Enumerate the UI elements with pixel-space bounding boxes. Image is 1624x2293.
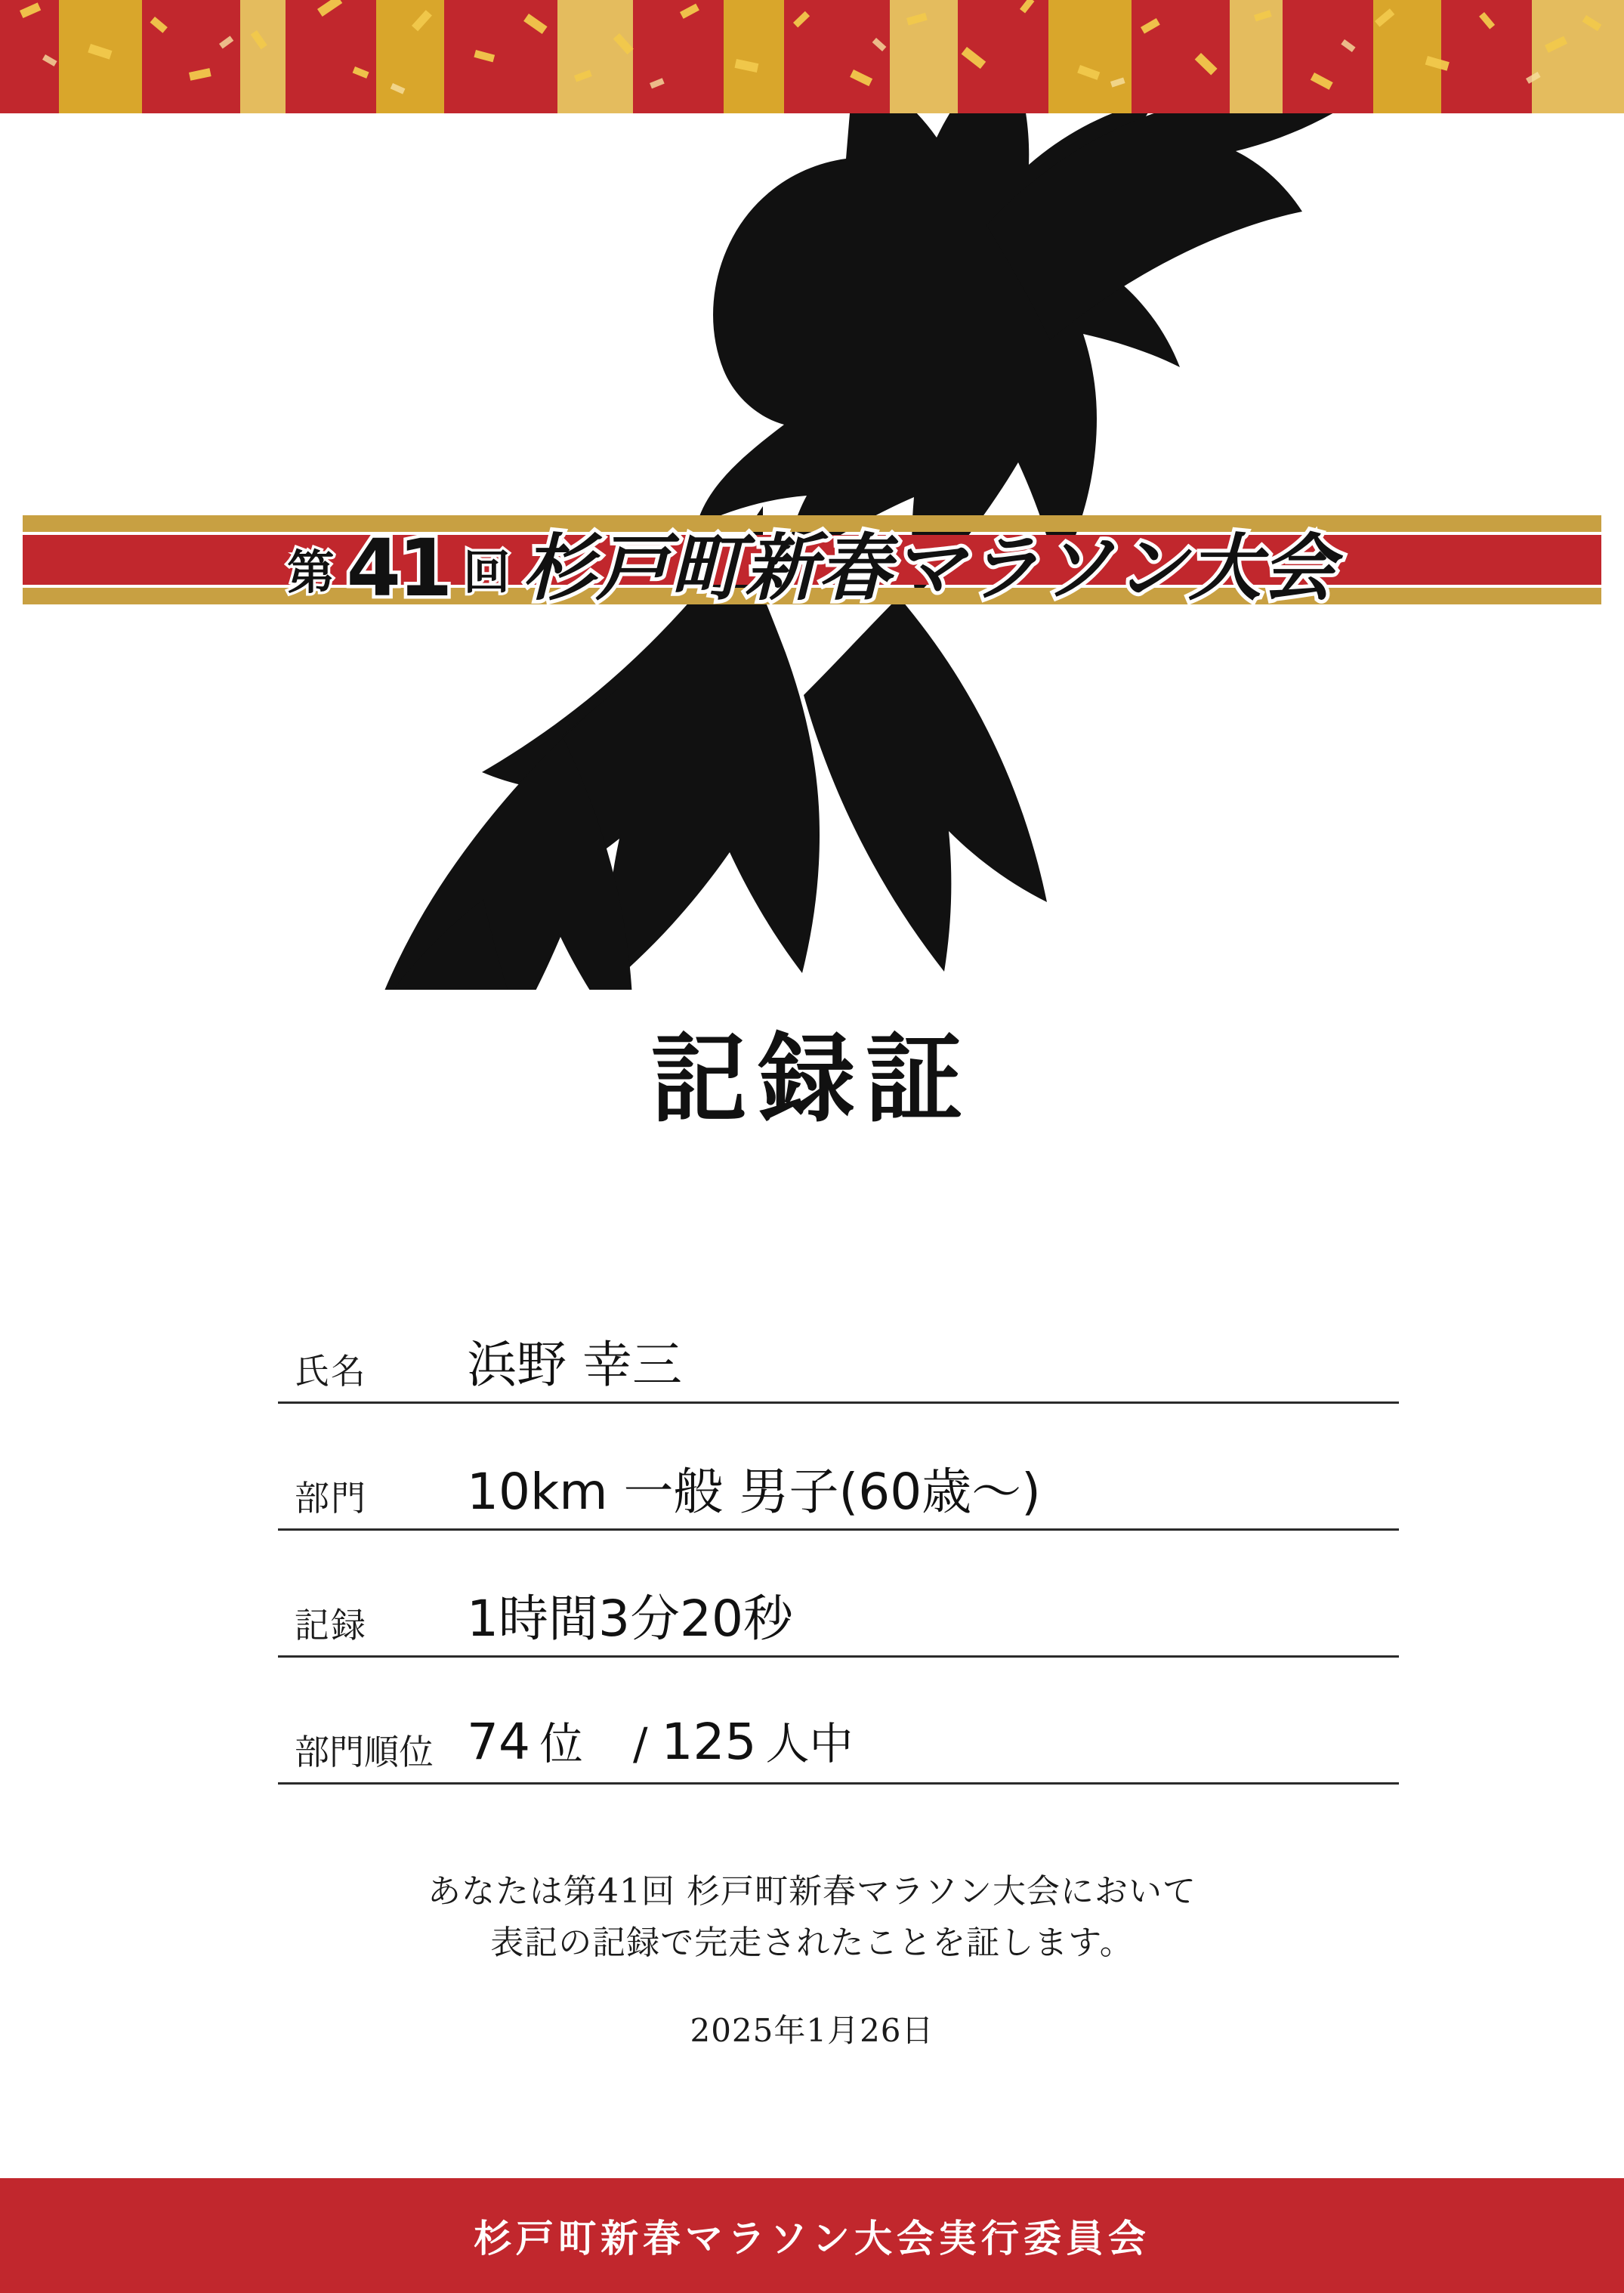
field-row-name bbox=[278, 1277, 1399, 1404]
field-row-category bbox=[278, 1404, 1399, 1531]
field-label-record: 記録 bbox=[295, 1605, 367, 1646]
top-decorative-banner bbox=[0, 0, 1624, 113]
title-edition-number: 41 bbox=[346, 522, 450, 614]
field-row-rank bbox=[278, 1658, 1399, 1785]
certificate-fields bbox=[278, 1277, 1399, 1785]
certificate-statement bbox=[0, 1866, 1624, 1969]
title-suffix: 回 bbox=[463, 544, 509, 600]
field-row-record bbox=[278, 1531, 1399, 1658]
footer-organizer-label: 杉戸町新春マラソン大会実行委員会 bbox=[474, 2216, 1150, 2261]
rank-total: 125 bbox=[661, 1713, 757, 1771]
statement-line-1: あなたは第41回 杉戸町新春マラソン大会において bbox=[428, 1872, 1196, 1911]
field-value-category: 10km 一般 男子(60歳〜) bbox=[467, 1462, 1041, 1521]
event-title-text bbox=[0, 508, 1624, 629]
field-value-name: 浜野 幸三 bbox=[467, 1335, 682, 1394]
statement-line-2: 表記の記録で完走されたことを証します。 bbox=[490, 1924, 1134, 1963]
rank-position-unit: 位 bbox=[539, 1718, 583, 1769]
field-label-name: 氏名 bbox=[295, 1351, 367, 1392]
field-value-record: 1時間3分20秒 bbox=[467, 1589, 793, 1648]
rank-separator: / bbox=[633, 1718, 648, 1769]
title-prefix: 第 bbox=[287, 544, 333, 600]
certificate-date: 2025年1月26日 bbox=[690, 2012, 934, 2049]
field-label-category: 部門 bbox=[295, 1478, 367, 1519]
field-label-rank: 部門順位 bbox=[295, 1732, 434, 1773]
banner-stripes-graphic bbox=[0, 0, 1624, 113]
rank-total-unit: 人中 bbox=[765, 1718, 854, 1769]
rank-position: 74 bbox=[467, 1713, 530, 1771]
certificate-heading: 記録証 bbox=[650, 1022, 973, 1136]
field-value-rank bbox=[467, 1708, 854, 1772]
footer-bar bbox=[0, 2178, 1624, 2293]
title-event-name: 杉戸町新春マラソン大会 bbox=[522, 525, 1337, 610]
event-title-ribbon bbox=[0, 508, 1624, 629]
